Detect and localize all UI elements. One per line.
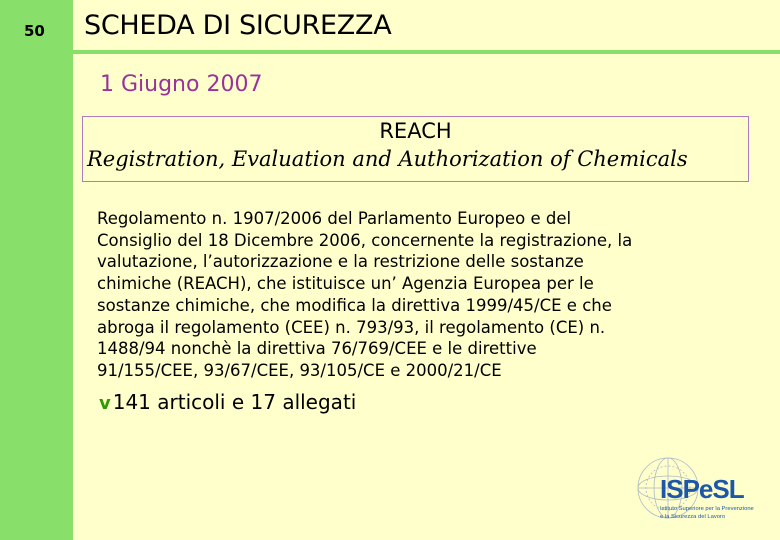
slide-title: SCHEDA DI SICUREZZA — [84, 10, 392, 41]
logo-wordmark: ISPeSL — [660, 474, 744, 504]
text-line: sostanze chimiche, che modifica la direttiva 1999/45/CE e che — [97, 295, 612, 315]
text-line: valutazione, l’autorizzazione e la restrizione delle sostanze — [97, 252, 584, 272]
text-line: 91/155/CEE, 93/67/CEE, 93/105/CE e 2000/21/CE — [97, 360, 502, 380]
page-number: 50 — [24, 22, 45, 40]
bullet-text: 141 articoli e 17 allegati — [112, 390, 357, 414]
ispesl-logo — [630, 456, 770, 526]
reach-subtitle: Registration, Evaluation and Authorization of Chemicals — [87, 147, 688, 171]
text-line: abroga il regolamento (CEE) n. 793/93, il regolamento (CE) n. — [97, 317, 606, 337]
logo-line2: e la Sicurezza del Lavoro — [660, 514, 726, 520]
bullet-item — [99, 390, 356, 414]
reach-title: REACH — [379, 119, 452, 143]
text-line: 1488/94 nonchè la direttiva 76/769/CEE e le direttive — [97, 339, 537, 359]
slide-date: 1 Giugno 2007 — [100, 72, 263, 97]
title-divider — [73, 50, 780, 54]
reach-box — [82, 116, 749, 182]
left-accent-bar — [0, 0, 73, 540]
text-line: Regolamento n. 1907/2006 del Parlamento Europeo e del — [97, 209, 572, 228]
text-line: Consiglio del 18 Dicembre 2006, concernente la registrazione, la — [97, 230, 633, 250]
regulation-text — [97, 208, 747, 382]
bullet-icon: v — [99, 393, 111, 414]
logo-line1: Istituto Superiore per la Prevenzione — [660, 506, 754, 512]
text-line: chimiche (REACH), che istituisce un’ Agenzia Europea per le — [97, 274, 594, 294]
